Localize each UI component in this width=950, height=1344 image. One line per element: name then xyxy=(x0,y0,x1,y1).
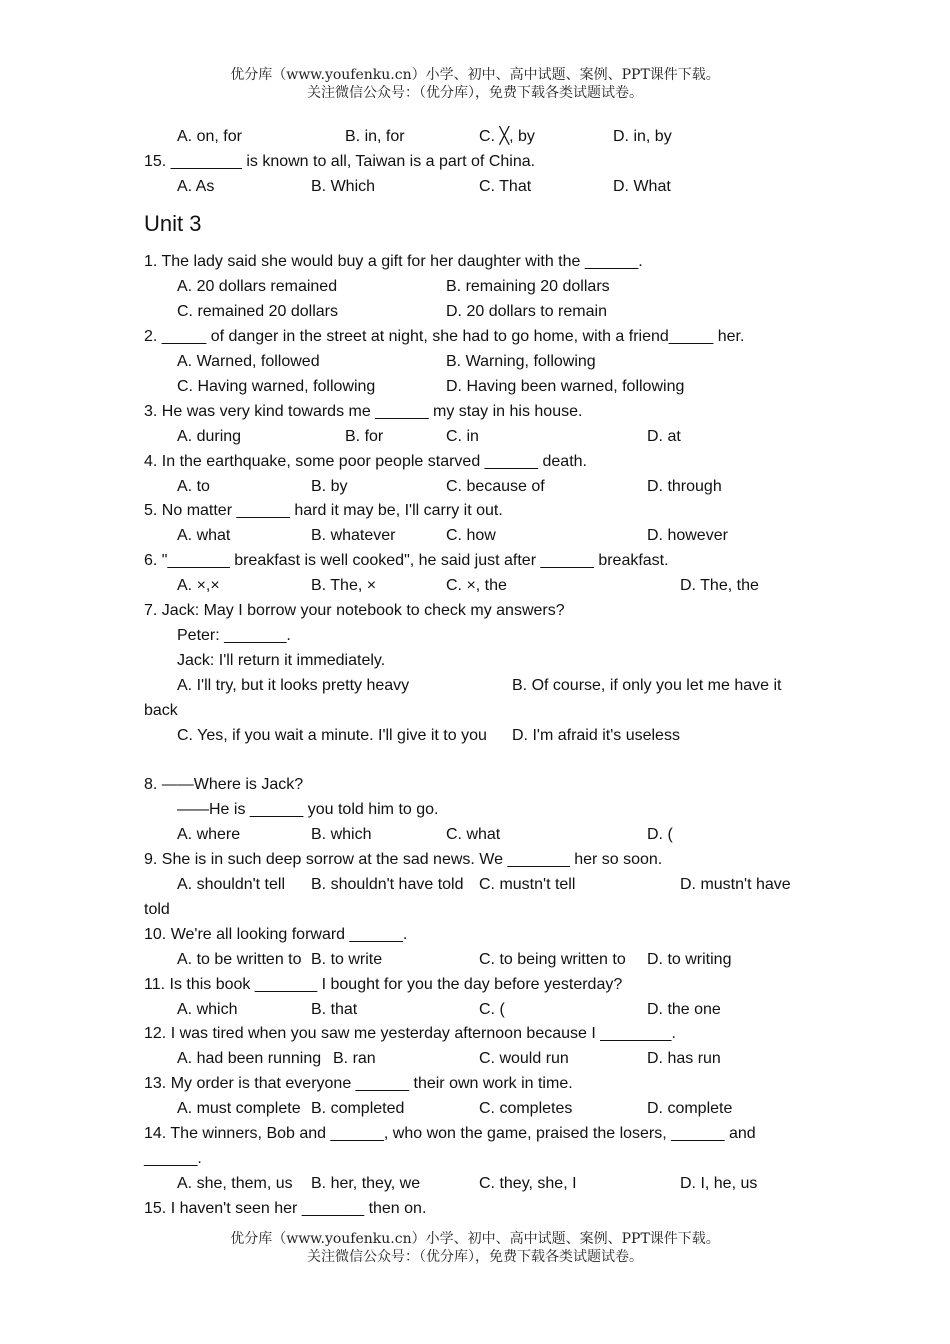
dialogue-line: ——He is ______ you told him to go. xyxy=(177,801,439,818)
unit-title: Unit 3 xyxy=(144,211,202,236)
option: D. Having been warned, following xyxy=(446,378,685,395)
option: D. I, he, us xyxy=(680,1175,758,1192)
option: A. I'll try, but it looks pretty heavy xyxy=(177,677,410,694)
option: A. which xyxy=(177,1001,238,1018)
header-line-2: 关注微信公众号：（优分库），免费下载各类试题试卷。 xyxy=(307,85,643,101)
option: C. ╳, by xyxy=(479,128,535,145)
option: B. which xyxy=(311,826,372,843)
question-stem: 4. In the earthquake, some poor people starved ______ death. xyxy=(144,453,587,470)
option: C. how xyxy=(446,527,496,544)
question-stem: 11. Is this book _______ I bought for you the day before yesterday? xyxy=(144,976,623,993)
question-stem: 14. The winners, Bob and ______, who won the game, praised the losers, ______ and xyxy=(144,1125,756,1142)
option: A. on, for xyxy=(177,128,242,145)
question-continuation: ______. xyxy=(144,1150,202,1167)
option: B. whatever xyxy=(311,527,396,544)
option: C. That xyxy=(479,178,532,195)
option: A. where xyxy=(177,826,241,843)
question-stem: 12. I was tired when you saw me yesterday afternoon because I ________. xyxy=(144,1025,676,1042)
option: D. however xyxy=(647,527,728,544)
option: C. would run xyxy=(479,1050,569,1067)
question-stem: 1. The lady said she would buy a gift for her daughter with the ______. xyxy=(144,253,643,270)
option-continuation: told xyxy=(144,901,170,918)
option: A. As xyxy=(177,178,215,195)
question-stem: 9. She is in such deep sorrow at the sad news. We _______ her so soon. xyxy=(144,851,663,868)
option: B. The, × xyxy=(311,577,377,594)
header-line-1: 优分库（www.youfenku.cn）小学、初中、高中试题、案例、PPT课件下载。 xyxy=(230,67,720,83)
option: D. through xyxy=(647,478,722,495)
option: D. What xyxy=(613,178,671,195)
option: B. Which xyxy=(311,178,376,195)
footer-line-2: 关注微信公众号：（优分库），免费下载各类试题试卷。 xyxy=(307,1249,643,1265)
option: B. completed xyxy=(311,1100,405,1117)
option: A. shouldn't tell xyxy=(177,876,286,893)
option: B. for xyxy=(345,428,384,445)
option: C. because of xyxy=(446,478,545,495)
option: D. I'm afraid it's useless xyxy=(512,727,680,744)
dialogue-line: Peter: _______. xyxy=(177,627,291,644)
option: C. what xyxy=(446,826,501,843)
option: C. Yes, if you wait a minute. I'll give it to you xyxy=(177,727,487,744)
option: B. shouldn't have told xyxy=(311,876,464,893)
option: C. remained 20 dollars xyxy=(177,303,338,320)
option: D. has run xyxy=(647,1050,721,1067)
page-header xyxy=(0,66,950,102)
page-footer xyxy=(0,1230,950,1266)
question-stem: 13. My order is that everyone ______ their own work in time. xyxy=(144,1075,573,1092)
question-stem: 7. Jack: May I borrow your notebook to check my answers? xyxy=(144,602,565,619)
option: B. by xyxy=(311,478,348,495)
question-stem: 10. We're all looking forward ______. xyxy=(144,926,408,943)
option: A. had been running xyxy=(177,1050,322,1067)
question-stem: 3. He was very kind towards me ______ my stay in his house. xyxy=(144,403,583,420)
option: C. in xyxy=(446,428,479,445)
option: D. The, the xyxy=(680,577,759,594)
option: A. Warned, followed xyxy=(177,353,320,370)
option: D. mustn't have xyxy=(680,876,791,893)
option: D. in, by xyxy=(613,128,672,145)
option: A. 20 dollars remained xyxy=(177,278,338,295)
option: C. they, she, I xyxy=(479,1175,577,1192)
question-stem: 2. _____ of danger in the street at night, she had to go home, with a friend_____ her. xyxy=(144,328,745,345)
option-continuation: back xyxy=(144,702,178,719)
option: D. ( xyxy=(647,826,673,843)
question-stem: 5. No matter ______ hard it may be, I'll carry it out. xyxy=(144,502,503,519)
question-stem: 15. I haven't seen her _______ then on. xyxy=(144,1200,427,1217)
option: C. ( xyxy=(479,1001,505,1018)
option: C. Having warned, following xyxy=(177,378,376,395)
option: B. Warning, following xyxy=(446,353,596,370)
option: D. 20 dollars to remain xyxy=(446,303,607,320)
option: B. that xyxy=(311,1001,358,1018)
footer-line-1: 优分库（www.youfenku.cn）小学、初中、高中试题、案例、PPT课件下载。 xyxy=(230,1231,720,1247)
option: C. completes xyxy=(479,1100,573,1117)
option: B. remaining 20 dollars xyxy=(446,278,610,295)
option: A. to be written to xyxy=(177,951,302,968)
option: D. at xyxy=(647,428,681,445)
dialogue-line: Jack: I'll return it immediately. xyxy=(177,652,386,669)
option: B. to write xyxy=(311,951,383,968)
option: D. complete xyxy=(647,1100,733,1117)
option: A. what xyxy=(177,527,231,544)
option: A. during xyxy=(177,428,242,445)
option: C. mustn't tell xyxy=(479,876,576,893)
option: B. Of course, if only you let me have it xyxy=(512,677,782,694)
question-stem: 15. ________ is known to all, Taiwan is a part of China. xyxy=(144,153,536,170)
option: B. her, they, we xyxy=(311,1175,421,1192)
question-stem: 8. ——Where is Jack? xyxy=(144,776,304,793)
option: A. she, them, us xyxy=(177,1175,293,1192)
option: D. to writing xyxy=(647,951,732,968)
option: C. ×, the xyxy=(446,577,507,594)
option: B. ran xyxy=(333,1050,376,1067)
option: B. in, for xyxy=(345,128,405,145)
option: A. to xyxy=(177,478,210,495)
option: A. ×,× xyxy=(177,577,220,594)
option: A. must complete xyxy=(177,1100,301,1117)
option: C. to being written to xyxy=(479,951,626,968)
question-stem: 6. "_______ breakfast is well cooked", he said just after ______ breakfast. xyxy=(144,552,669,569)
option: D. the one xyxy=(647,1001,721,1018)
